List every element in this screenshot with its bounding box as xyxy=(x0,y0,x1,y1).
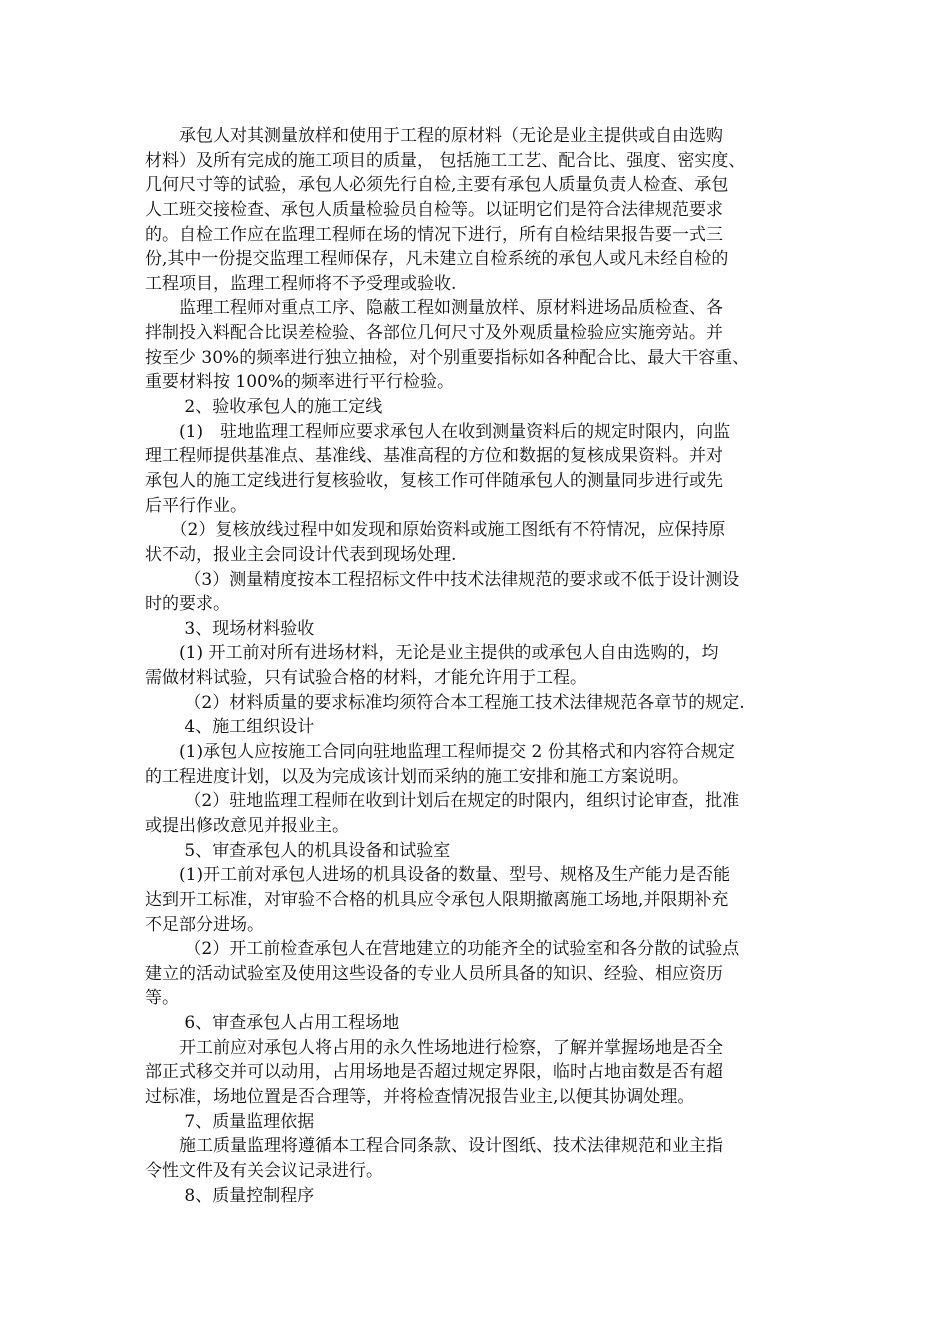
text-line: 时的要求。 xyxy=(145,594,230,615)
text-line: 份,其中一份提交监理工程师保存，凡未建立自检系统的承包人或凡未经自检的 xyxy=(145,249,729,270)
text-line: （3）测量精度按本工程招标文件中技术法律规范的要求或不低于设计测设 xyxy=(145,569,740,590)
text-line: 令性文件及有关会议记录进行。 xyxy=(145,1160,383,1181)
text-line: 开工前应对承包人将占用的永久性场地进行检察，了解并掌握场地是否全 xyxy=(145,1037,723,1058)
text-line: 承包人的施工定线进行复核验收，复核工作可伴随承包人的测量同步进行或先 xyxy=(145,470,723,491)
text-line: 的工程进度计划，以及为完成该计划而采纳的施工安排和施工方案说明。 xyxy=(145,766,689,787)
text-line: 监理工程师对重点工序、隐蔽工程如测量放样、原材料进场品质检查、各 xyxy=(145,298,723,319)
text-line: 拌制投入料配合比误差检验、各部位几何尺寸及外观质量检验应实施旁站。并 xyxy=(145,323,723,344)
text-line: 5、审查承包人的机具设备和试验室 xyxy=(145,840,451,861)
text-line: 4、施工组织设计 xyxy=(145,717,315,738)
text-line: (1)承包人应按施工合同向驻地监理工程师提交 2 份其格式和内容符合规定 xyxy=(145,742,735,763)
text-line: 7、质量监理依据 xyxy=(145,1111,315,1132)
text-line: 需做材料试验，只有试验合格的材料，才能允许用于工程。 xyxy=(145,668,587,689)
text-line: 3、现场材料验收 xyxy=(145,618,315,639)
text-line: 不足部分进场。 xyxy=(145,914,264,935)
text-line: 2、验收承包人的施工定线 xyxy=(145,397,383,418)
text-line: 8、质量控制程序 xyxy=(145,1185,315,1206)
text-line: 工程项目，监理工程师将不予受理或验收. xyxy=(145,273,457,294)
text-line: 6、审查承包人占用工程场地 xyxy=(145,1013,400,1034)
text-line: 承包人对其测量放样和使用于工程的原材料（无论是业主提供或自由选购 xyxy=(145,126,723,146)
text-line: 后平行作业。 xyxy=(145,495,247,516)
text-line: 过标准，场地位置是否合理等，并将检查情况报告业主,以便其协调处理。 xyxy=(145,1086,695,1107)
document-body xyxy=(145,124,825,1208)
text-line: 建立的活动试验室及使用这些设备的专业人员所具备的知识、经验、相应资历 xyxy=(145,963,723,984)
text-line: 的。自检工作应在监理工程师在场的情况下进行，所有自检结果报告要一式三 xyxy=(145,224,723,245)
text-line: 施工质量监理将遵循本工程合同条款、设计图纸、技术法律规范和业主指 xyxy=(145,1136,723,1157)
text-line: 重要材料按 100%的频率进行平行检验。 xyxy=(145,372,455,393)
text-line: 状不动，报业主会同设计代表到现场处理. xyxy=(145,544,457,565)
text-line: 几何尺寸等的试验，承包人必须先行自检,主要有承包人质量负责人检查、承包 xyxy=(145,175,729,196)
text-line: 按至少 30%的频率进行独立抽检，对个别重要指标如各种配合比、最大干容重、 xyxy=(145,347,750,368)
text-line: (1) 开工前对所有进场材料，无论是业主提供的或承包人自由选购的，均 xyxy=(145,643,719,664)
text-line: （2）材料质量的要求标准均须符合本工程施工技术法律规范各章节的规定. xyxy=(145,692,745,713)
text-line: 人工班交接检查、承包人质量检验员自检等。以证明它们是符合法律规范要求 xyxy=(145,199,723,220)
text-line: 等。 xyxy=(145,988,179,1009)
text-line: 材料）及所有完成的施工项目的质量， 包括施工工艺、配合比、强度、密实度、 xyxy=(145,150,746,171)
text-line: (1) 驻地监理工程师应要求承包人在收到测量资料后的规定时限内，向监 xyxy=(145,421,731,442)
text-line: （2）复核放线过程中如发现和原始资料或施工图纸有不符情况，应保持原 xyxy=(145,520,726,541)
text-line: (1)开工前对承包人进场的机具设备的数量、型号、规格及生产能力是否能 xyxy=(145,865,731,886)
text-line: 理工程师提供基准点、基准线、基准高程的方位和数据的复核成果资料。并对 xyxy=(145,446,723,467)
text-line: （2）开工前检查承包人在营地建立的功能齐全的试验室和各分散的试验点 xyxy=(145,939,740,960)
text-line: （2）驻地监理工程师在收到计划后在规定的时限内，组织讨论审查，批准 xyxy=(145,791,740,812)
text-line: 达到开工标准，对审验不合格的机具应令承包人限期撤离施工场地,并限期补充 xyxy=(145,889,729,910)
text-line: 或提出修改意见并报业主。 xyxy=(145,815,349,836)
text-line: 部正式移交并可以动用，占用场地是否超过规定界限，临时占地亩数是否有超 xyxy=(145,1062,723,1083)
